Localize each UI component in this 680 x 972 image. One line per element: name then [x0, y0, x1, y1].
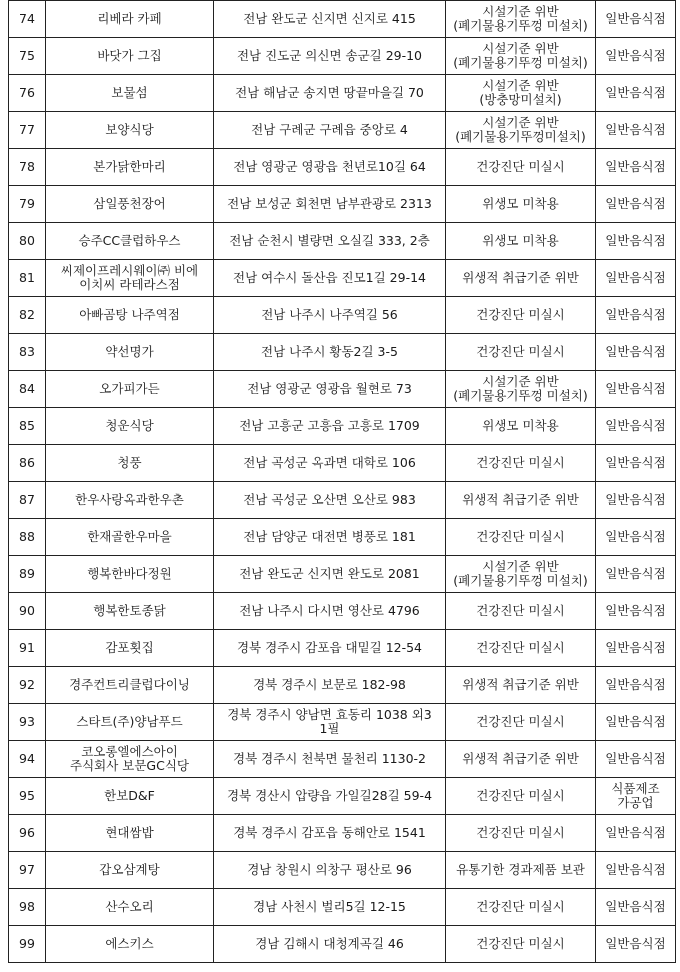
- row-number-cell: 86: [9, 445, 46, 482]
- violation-cell: [446, 482, 596, 519]
- business-type-cell: [596, 704, 676, 741]
- violation-cell: [446, 334, 596, 371]
- violation-cell: [446, 815, 596, 852]
- business-name-cell: [46, 556, 214, 593]
- address-line: 경북 경주시 양남면 효동리 1038 외3: [227, 707, 432, 722]
- business-name-cell: [46, 704, 214, 741]
- row-number-cell: 96: [9, 815, 46, 852]
- row-number-cell: 90: [9, 593, 46, 630]
- address-cell: [214, 445, 446, 482]
- row-number-cell: 82: [9, 297, 46, 334]
- business-name-line: 행복한바다정원: [87, 566, 172, 581]
- table-row: [9, 38, 676, 75]
- row-number-cell: 78: [9, 149, 46, 186]
- business-type-line: 식품제조: [611, 781, 660, 796]
- business-name-line: 경주컨트리클럽다이닝: [69, 677, 190, 692]
- row-number-cell: 76: [9, 75, 46, 112]
- violation-line: 건강진단 미실시: [476, 603, 565, 618]
- address-line: 전남 곡성군 옥과면 대학로 106: [243, 455, 416, 470]
- address-cell: [214, 704, 446, 741]
- address-line: 전남 완도군 신지면 신지로 415: [243, 11, 416, 26]
- business-name-cell: [46, 815, 214, 852]
- business-type-line: 일반음식점: [605, 196, 666, 211]
- table-row: [9, 1, 676, 38]
- violation-line: 시설기준 위반: [482, 115, 559, 130]
- business-type-line: 일반음식점: [605, 603, 666, 618]
- table-row: [9, 297, 676, 334]
- address-cell: [214, 482, 446, 519]
- address-cell: [214, 186, 446, 223]
- table-row: [9, 889, 676, 926]
- row-number-cell: 85: [9, 408, 46, 445]
- business-type-line: 일반음식점: [605, 270, 666, 285]
- address-line: 경북 경산시 압량읍 가일길28길 59-4: [226, 788, 433, 803]
- address-line: 전남 나주시 나주역길 56: [261, 307, 398, 322]
- business-type-line: 일반음식점: [605, 566, 666, 581]
- business-type-line: 일반음식점: [605, 233, 666, 248]
- business-type-line: 가공업: [617, 795, 654, 810]
- row-number-cell: 74: [9, 1, 46, 38]
- business-type-cell: [596, 334, 676, 371]
- business-name-line: 승주CC클럽하우스: [78, 233, 181, 248]
- business-type-cell: [596, 815, 676, 852]
- row-number-cell: 89: [9, 556, 46, 593]
- business-name-cell: [46, 408, 214, 445]
- row-number-cell: 97: [9, 852, 46, 889]
- violation-cell: [446, 297, 596, 334]
- business-type-line: 일반음식점: [605, 677, 666, 692]
- business-name-line: 산수오리: [105, 899, 154, 914]
- business-type-cell: [596, 186, 676, 223]
- business-name-cell: [46, 519, 214, 556]
- violation-cell: [446, 630, 596, 667]
- business-name-line: 코오롱엘에스아이: [81, 744, 178, 759]
- violation-cell: [446, 519, 596, 556]
- business-name-cell: [46, 112, 214, 149]
- business-type-line: 일반음식점: [605, 11, 666, 26]
- business-name-cell: [46, 1, 214, 38]
- violation-cell: [446, 149, 596, 186]
- business-type-line: 일반음식점: [605, 529, 666, 544]
- row-number-cell: 80: [9, 223, 46, 260]
- violation-cell: [446, 260, 596, 297]
- address-cell: [214, 630, 446, 667]
- address-line: 1필: [319, 721, 340, 736]
- table-row: [9, 741, 676, 778]
- business-name-cell: [46, 260, 214, 297]
- business-name-cell: [46, 889, 214, 926]
- table-row: [9, 852, 676, 889]
- violation-line: (폐기물용기뚜껑 미설치): [453, 18, 588, 33]
- table-row: [9, 593, 676, 630]
- business-name-cell: [46, 149, 214, 186]
- table-row: [9, 334, 676, 371]
- business-type-line: 일반음식점: [605, 381, 666, 396]
- violation-line: 시설기준 위반: [482, 4, 559, 19]
- business-name-line: 본가닭한마리: [93, 159, 166, 174]
- violation-cell: [446, 186, 596, 223]
- violation-line: 위생모 미착용: [482, 418, 559, 433]
- business-name-cell: [46, 186, 214, 223]
- violation-cell: [446, 667, 596, 704]
- address-cell: [214, 667, 446, 704]
- violation-cell: [446, 852, 596, 889]
- table-row: [9, 371, 676, 408]
- business-name-cell: [46, 630, 214, 667]
- table-row: [9, 186, 676, 223]
- table-row: [9, 112, 676, 149]
- business-type-line: 일반음식점: [605, 862, 666, 877]
- business-name-cell: [46, 223, 214, 260]
- table-row: [9, 778, 676, 815]
- violation-cell: [446, 371, 596, 408]
- business-name-line: 한재골한우마을: [87, 529, 172, 544]
- business-type-cell: [596, 445, 676, 482]
- address-cell: [214, 223, 446, 260]
- address-line: 경남 사천시 벌리5길 12-15: [253, 899, 406, 914]
- business-name-cell: [46, 852, 214, 889]
- business-type-cell: [596, 408, 676, 445]
- table-row: [9, 704, 676, 741]
- address-line: 전남 영광군 영광읍 월현로 73: [247, 381, 412, 396]
- business-type-line: 일반음식점: [605, 307, 666, 322]
- business-name-line: 에스키스: [105, 936, 154, 951]
- table-body: [9, 1, 676, 963]
- business-type-line: 일반음식점: [605, 751, 666, 766]
- address-cell: [214, 741, 446, 778]
- business-name-cell: [46, 371, 214, 408]
- business-name-line: 주식회사 보문GC식당: [70, 758, 189, 773]
- row-number-cell: 83: [9, 334, 46, 371]
- business-name-line: 행복한토종닭: [93, 603, 166, 618]
- address-cell: [214, 112, 446, 149]
- business-name-line: 한보D&F: [104, 788, 155, 803]
- business-type-cell: [596, 519, 676, 556]
- address-cell: [214, 38, 446, 75]
- violation-cell: [446, 704, 596, 741]
- row-number-cell: 88: [9, 519, 46, 556]
- address-line: 전남 영광군 영광읍 천년로10길 64: [233, 159, 426, 174]
- business-type-line: 일반음식점: [605, 825, 666, 840]
- table-row: [9, 445, 676, 482]
- address-line: 전남 담양군 대전면 병풍로 181: [243, 529, 416, 544]
- address-cell: [214, 1, 446, 38]
- business-name-line: 씨제이프레시웨이㈜ 비에: [60, 263, 199, 278]
- address-cell: [214, 149, 446, 186]
- violation-line: 건강진단 미실시: [476, 455, 565, 470]
- address-cell: [214, 778, 446, 815]
- violation-line: 건강진단 미실시: [476, 159, 565, 174]
- address-cell: [214, 815, 446, 852]
- business-name-line: 보물섬: [111, 85, 148, 100]
- business-type-line: 일반음식점: [605, 640, 666, 655]
- table-row: [9, 260, 676, 297]
- violation-line: 건강진단 미실시: [476, 344, 565, 359]
- violation-line: 위생모 미착용: [482, 233, 559, 248]
- address-line: 전남 진도군 의신면 송군길 29-10: [236, 48, 423, 63]
- address-line: 전남 여수시 돌산읍 진모1길 29-14: [233, 270, 426, 285]
- address-line: 경남 김해시 대청계곡길 46: [255, 936, 404, 951]
- violation-cell: [446, 445, 596, 482]
- row-number-cell: 99: [9, 926, 46, 963]
- row-number-cell: 98: [9, 889, 46, 926]
- business-name-line: 갑오삼계탕: [99, 862, 160, 877]
- address-cell: [214, 593, 446, 630]
- violation-line: 건강진단 미실시: [476, 825, 565, 840]
- table-row: [9, 519, 676, 556]
- address-line: 전남 해남군 송지면 땅끝마을길 70: [235, 85, 424, 100]
- address-cell: [214, 408, 446, 445]
- business-type-cell: [596, 667, 676, 704]
- business-type-cell: [596, 926, 676, 963]
- table-row: [9, 75, 676, 112]
- business-name-cell: [46, 334, 214, 371]
- violation-line: 위생적 취급기준 위반: [462, 270, 579, 285]
- row-number-cell: 91: [9, 630, 46, 667]
- business-type-cell: [596, 149, 676, 186]
- business-type-line: 일반음식점: [605, 344, 666, 359]
- violation-line: (폐기물용기뚜껑 미설치): [453, 573, 588, 588]
- row-number-cell: 81: [9, 260, 46, 297]
- violation-line: (폐기물용기뚜껑미설치): [455, 129, 586, 144]
- address-cell: [214, 334, 446, 371]
- violation-cell: [446, 112, 596, 149]
- table-row: [9, 667, 676, 704]
- address-line: 경북 경주시 보문로 182-98: [253, 677, 406, 692]
- address-line: 전남 고흥군 고흥읍 고흥로 1709: [239, 418, 420, 433]
- business-name-cell: [46, 75, 214, 112]
- address-cell: [214, 260, 446, 297]
- address-cell: [214, 926, 446, 963]
- row-number-cell: 84: [9, 371, 46, 408]
- business-type-line: 일반음식점: [605, 418, 666, 433]
- address-line: 전남 완도군 신지면 완도로 2081: [239, 566, 420, 581]
- business-name-cell: [46, 445, 214, 482]
- business-type-line: 일반음식점: [605, 899, 666, 914]
- business-name-line: 바닷가 그집: [97, 48, 162, 63]
- address-line: 경북 경주시 감포읍 동해안로 1541: [233, 825, 426, 840]
- business-type-line: 일반음식점: [605, 714, 666, 729]
- row-number-cell: 87: [9, 482, 46, 519]
- business-type-line: 일반음식점: [605, 455, 666, 470]
- business-type-line: 일반음식점: [605, 48, 666, 63]
- violation-cell: [446, 38, 596, 75]
- business-name-line: 삼일풍천장어: [93, 196, 166, 211]
- business-type-cell: [596, 297, 676, 334]
- business-type-cell: [596, 630, 676, 667]
- violation-line: 건강진단 미실시: [476, 936, 565, 951]
- violation-cell: [446, 889, 596, 926]
- table-row: [9, 149, 676, 186]
- row-number-cell: 94: [9, 741, 46, 778]
- violation-line: 건강진단 미실시: [476, 899, 565, 914]
- address-line: 전남 구례군 구례읍 중앙로 4: [251, 122, 408, 137]
- business-name-cell: [46, 593, 214, 630]
- business-name-line: 오가피가든: [99, 381, 160, 396]
- table-row: [9, 482, 676, 519]
- violation-line: (폐기물용기뚜껑 미설치): [453, 388, 588, 403]
- business-name-cell: [46, 741, 214, 778]
- business-type-line: 일반음식점: [605, 122, 666, 137]
- business-name-line: 리베라 카페: [97, 11, 162, 26]
- business-type-cell: [596, 371, 676, 408]
- row-number-cell: 92: [9, 667, 46, 704]
- violation-line: 건강진단 미실시: [476, 714, 565, 729]
- violation-cell: [446, 778, 596, 815]
- violation-cell: [446, 75, 596, 112]
- address-line: 경북 경주시 천북면 물천리 1130-2: [233, 751, 426, 766]
- business-name-line: 아빠곰탕 나주역점: [79, 307, 180, 322]
- table-row: [9, 408, 676, 445]
- violation-line: 위생모 미착용: [482, 196, 559, 211]
- business-type-cell: [596, 223, 676, 260]
- business-name-line: 스타트(주)양남푸드: [76, 714, 183, 729]
- violation-line: 시설기준 위반: [482, 78, 559, 93]
- violation-line: 유통기한 경과제품 보관: [456, 862, 585, 877]
- address-cell: [214, 519, 446, 556]
- business-type-line: 일반음식점: [605, 936, 666, 951]
- table-row: [9, 556, 676, 593]
- business-type-cell: [596, 556, 676, 593]
- violation-line: (폐기물용기뚜껑 미설치): [453, 55, 588, 70]
- violation-cell: [446, 1, 596, 38]
- violation-table: [8, 0, 676, 963]
- address-cell: [214, 75, 446, 112]
- table-row: [9, 926, 676, 963]
- business-type-line: 일반음식점: [605, 85, 666, 100]
- address-cell: [214, 297, 446, 334]
- business-type-cell: [596, 112, 676, 149]
- business-name-line: 청운식당: [105, 418, 154, 433]
- business-type-cell: [596, 1, 676, 38]
- business-type-cell: [596, 889, 676, 926]
- violation-cell: [446, 556, 596, 593]
- row-number-cell: 77: [9, 112, 46, 149]
- address-line: 전남 나주시 황동2길 3-5: [261, 344, 398, 359]
- business-name-cell: [46, 926, 214, 963]
- business-type-cell: [596, 482, 676, 519]
- business-type-line: 일반음식점: [605, 492, 666, 507]
- business-name-line: 감포횟집: [105, 640, 154, 655]
- address-line: 전남 곡성군 오산면 오산로 983: [243, 492, 416, 507]
- violation-line: 시설기준 위반: [482, 41, 559, 56]
- violation-cell: [446, 223, 596, 260]
- business-type-cell: [596, 852, 676, 889]
- violation-cell: [446, 408, 596, 445]
- business-name-cell: [46, 778, 214, 815]
- table-row: [9, 630, 676, 667]
- business-type-cell: [596, 260, 676, 297]
- violation-line: 건강진단 미실시: [476, 788, 565, 803]
- violation-line: 시설기준 위반: [482, 559, 559, 574]
- business-type-cell: [596, 778, 676, 815]
- violation-cell: [446, 926, 596, 963]
- violation-line: 건강진단 미실시: [476, 529, 565, 544]
- table-row: [9, 223, 676, 260]
- business-type-cell: [596, 38, 676, 75]
- business-name-line: 현대쌈밥: [105, 825, 154, 840]
- row-number-cell: 95: [9, 778, 46, 815]
- business-name-cell: [46, 482, 214, 519]
- row-number-cell: 93: [9, 704, 46, 741]
- address-line: 경북 경주시 감포읍 대밑길 12-54: [236, 640, 423, 655]
- business-type-cell: [596, 741, 676, 778]
- address-line: 전남 순천시 별량면 오실길 333, 2층: [229, 233, 430, 248]
- address-line: 전남 나주시 다시면 영산로 4796: [239, 603, 420, 618]
- violation-cell: [446, 593, 596, 630]
- violation-line: 건강진단 미실시: [476, 307, 565, 322]
- violation-cell: [446, 741, 596, 778]
- address-cell: [214, 889, 446, 926]
- table-row: [9, 815, 676, 852]
- business-name-line: 청풍: [117, 455, 142, 470]
- row-number-cell: 79: [9, 186, 46, 223]
- address-cell: [214, 556, 446, 593]
- business-name-cell: [46, 38, 214, 75]
- business-type-line: 일반음식점: [605, 159, 666, 174]
- business-name-cell: [46, 297, 214, 334]
- violation-line: 위생적 취급기준 위반: [462, 751, 579, 766]
- violation-line: 위생적 취급기준 위반: [462, 492, 579, 507]
- address-cell: [214, 852, 446, 889]
- business-name-line: 한우사랑옥과한우촌: [75, 492, 184, 507]
- address-line: 경남 창원시 의창구 평산로 96: [247, 862, 412, 877]
- address-line: 전남 보성군 회천면 남부관광로 2313: [227, 196, 432, 211]
- business-name-line: 약선명가: [105, 344, 154, 359]
- business-name-line: 이치씨 라테라스점: [79, 277, 180, 292]
- violation-line: 위생적 취급기준 위반: [462, 677, 579, 692]
- row-number-cell: 75: [9, 38, 46, 75]
- business-type-cell: [596, 593, 676, 630]
- violation-line: 시설기준 위반: [482, 374, 559, 389]
- address-cell: [214, 371, 446, 408]
- violation-line: 건강진단 미실시: [476, 640, 565, 655]
- violation-line: (방충망미설치): [479, 92, 562, 107]
- business-name-line: 보양식당: [105, 122, 154, 137]
- business-type-cell: [596, 75, 676, 112]
- business-name-cell: [46, 667, 214, 704]
